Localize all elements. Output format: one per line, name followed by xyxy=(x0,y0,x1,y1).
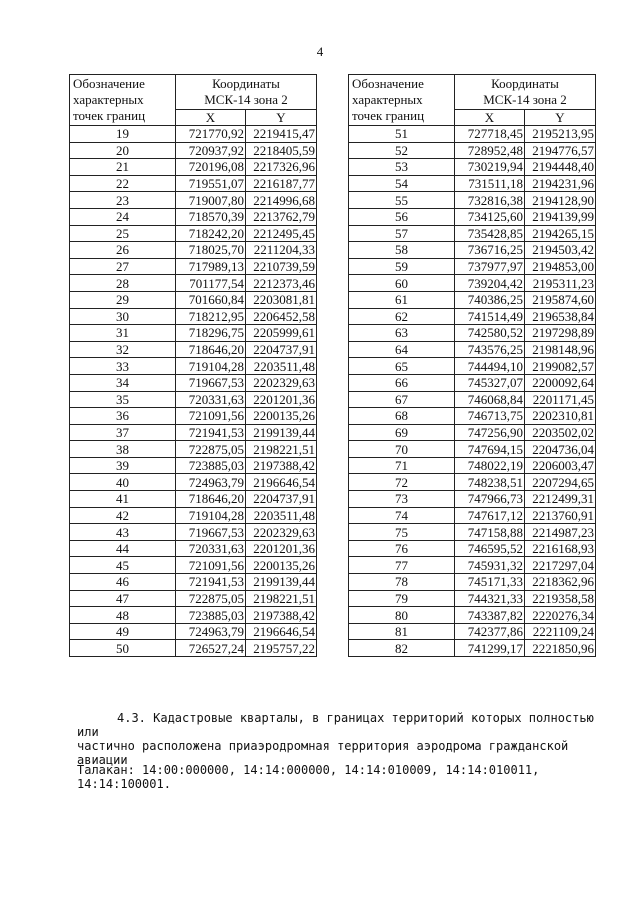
y-coordinate-cell: 2212495,45 xyxy=(246,225,317,242)
table-body xyxy=(349,126,596,657)
table-row xyxy=(349,275,596,292)
x-coordinate-cell: 742377,86 xyxy=(455,623,525,640)
table-row xyxy=(349,524,596,541)
table-row xyxy=(70,175,317,192)
point-label-line: точек границ xyxy=(352,108,425,123)
y-coordinate-cell: 2197388,42 xyxy=(246,607,317,624)
coord-label-line: МСК-14 зона 2 xyxy=(204,92,288,108)
point-number-cell: 55 xyxy=(349,192,455,209)
x-coordinate-cell: 732816,38 xyxy=(455,192,525,209)
y-coordinate-cell: 2202329,63 xyxy=(246,524,317,541)
point-number-cell: 38 xyxy=(70,441,176,458)
x-coordinate-cell: 745171,33 xyxy=(455,574,525,591)
table-row xyxy=(349,408,596,425)
x-coordinate-cell: 721091,56 xyxy=(176,408,246,425)
point-number-cell: 62 xyxy=(349,308,455,325)
y-coordinate-cell: 2218405,59 xyxy=(246,142,317,159)
table-row xyxy=(349,208,596,225)
table-row xyxy=(70,159,317,176)
table-row xyxy=(70,341,317,358)
point-number-cell: 81 xyxy=(349,623,455,640)
table-row xyxy=(70,192,317,209)
table-row xyxy=(70,507,317,524)
table-row xyxy=(349,574,596,591)
x-coordinate-cell: 747966,73 xyxy=(455,491,525,508)
point-number-cell: 34 xyxy=(70,374,176,391)
y-header: Y xyxy=(246,110,317,126)
x-coordinate-cell: 743576,25 xyxy=(455,341,525,358)
x-coordinate-cell: 718025,70 xyxy=(176,242,246,259)
x-coordinate-cell: 720196,08 xyxy=(176,159,246,176)
y-coordinate-cell: 2199139,44 xyxy=(246,424,317,441)
table-row xyxy=(70,325,317,342)
table-row xyxy=(349,308,596,325)
table-row xyxy=(70,640,317,657)
y-coordinate-cell: 2217297,04 xyxy=(525,557,596,574)
point-number-cell: 33 xyxy=(70,358,176,375)
table-row xyxy=(70,557,317,574)
table-row xyxy=(70,358,317,375)
table-row xyxy=(349,325,596,342)
x-coordinate-cell: 719104,28 xyxy=(176,358,246,375)
point-number-cell: 65 xyxy=(349,358,455,375)
coordinates-table-right xyxy=(348,74,596,657)
y-coordinate-cell: 2216168,93 xyxy=(525,540,596,557)
x-coordinate-cell: 747158,88 xyxy=(455,524,525,541)
table-row xyxy=(70,126,317,143)
x-coordinate-cell: 745327,07 xyxy=(455,374,525,391)
x-coordinate-cell: 744321,33 xyxy=(455,590,525,607)
y-coordinate-cell: 2202329,63 xyxy=(246,374,317,391)
x-coordinate-cell: 721091,56 xyxy=(176,557,246,574)
point-number-cell: 40 xyxy=(70,474,176,491)
point-number-cell: 44 xyxy=(70,540,176,557)
x-coordinate-cell: 739204,42 xyxy=(455,275,525,292)
y-coordinate-cell: 2206452,58 xyxy=(246,308,317,325)
x-coordinate-cell: 718242,20 xyxy=(176,225,246,242)
paragraph-line: Талакан: 14:00:000000, 14:14:000000, 14:14:010009, 14:14:010011, 14:14:100001. xyxy=(77,763,540,791)
x-coordinate-cell: 740386,25 xyxy=(455,291,525,308)
y-coordinate-cell: 2200135,26 xyxy=(246,408,317,425)
x-coordinate-cell: 720937,92 xyxy=(176,142,246,159)
point-number-cell: 46 xyxy=(70,574,176,591)
coord-header xyxy=(455,75,596,110)
table-row xyxy=(70,590,317,607)
y-coordinate-cell: 2195874,60 xyxy=(525,291,596,308)
table-row xyxy=(349,291,596,308)
y-coordinate-cell: 2198148,96 xyxy=(525,341,596,358)
table-row xyxy=(349,242,596,259)
table-row xyxy=(349,142,596,159)
point-number-cell: 50 xyxy=(70,640,176,657)
point-number-cell: 28 xyxy=(70,275,176,292)
y-coordinate-cell: 2214987,23 xyxy=(525,524,596,541)
coord-header xyxy=(176,75,317,110)
y-coordinate-cell: 2201201,36 xyxy=(246,391,317,408)
point-number-cell: 57 xyxy=(349,225,455,242)
y-coordinate-cell: 2194265,15 xyxy=(525,225,596,242)
table-row xyxy=(70,524,317,541)
x-coordinate-cell: 746595,52 xyxy=(455,540,525,557)
x-coordinate-cell: 746713,75 xyxy=(455,408,525,425)
point-number-cell: 75 xyxy=(349,524,455,541)
y-coordinate-cell: 2201201,36 xyxy=(246,540,317,557)
point-number-cell: 51 xyxy=(349,126,455,143)
y-coordinate-cell: 2203511,48 xyxy=(246,507,317,524)
table-row xyxy=(349,557,596,574)
table-row xyxy=(70,391,317,408)
y-coordinate-cell: 2194139,99 xyxy=(525,208,596,225)
x-coordinate-cell: 736716,25 xyxy=(455,242,525,259)
y-coordinate-cell: 2216187,77 xyxy=(246,175,317,192)
table-row xyxy=(70,258,317,275)
x-coordinate-cell: 718296,75 xyxy=(176,325,246,342)
table-row xyxy=(349,640,596,657)
x-header: X xyxy=(455,110,525,126)
x-coordinate-cell: 719551,07 xyxy=(176,175,246,192)
point-number-cell: 56 xyxy=(349,208,455,225)
y-coordinate-cell: 2194128,90 xyxy=(525,192,596,209)
paragraph-line: частично расположена приаэродромная территория аэродрома гражданской авиации xyxy=(77,739,569,767)
y-coordinate-cell: 2220276,34 xyxy=(525,607,596,624)
x-coordinate-cell: 721770,92 xyxy=(176,126,246,143)
table-row xyxy=(349,175,596,192)
point-number-cell: 35 xyxy=(70,391,176,408)
point-number-cell: 30 xyxy=(70,308,176,325)
table-row xyxy=(349,607,596,624)
x-coordinate-cell: 718646,20 xyxy=(176,341,246,358)
point-label-header xyxy=(70,75,176,126)
coord-label-line: МСК-14 зона 2 xyxy=(483,92,567,108)
x-coordinate-cell: 723885,03 xyxy=(176,607,246,624)
x-coordinate-cell: 724963,79 xyxy=(176,474,246,491)
point-number-cell: 74 xyxy=(349,507,455,524)
x-coordinate-cell: 718570,39 xyxy=(176,208,246,225)
point-number-cell: 22 xyxy=(70,175,176,192)
point-number-cell: 45 xyxy=(70,557,176,574)
table-row xyxy=(349,258,596,275)
y-coordinate-cell: 2198221,51 xyxy=(246,441,317,458)
table-row xyxy=(349,424,596,441)
point-number-cell: 23 xyxy=(70,192,176,209)
table-row xyxy=(70,457,317,474)
point-number-cell: 29 xyxy=(70,291,176,308)
table-row xyxy=(349,441,596,458)
table-row xyxy=(349,358,596,375)
y-coordinate-cell: 2207294,65 xyxy=(525,474,596,491)
point-number-cell: 43 xyxy=(70,524,176,541)
x-coordinate-cell: 721941,53 xyxy=(176,574,246,591)
point-number-cell: 58 xyxy=(349,242,455,259)
point-label-line: Обозначение xyxy=(352,76,424,91)
point-number-cell: 26 xyxy=(70,242,176,259)
table-row xyxy=(70,242,317,259)
table-row xyxy=(70,408,317,425)
x-coordinate-cell: 727718,45 xyxy=(455,126,525,143)
point-number-cell: 32 xyxy=(70,341,176,358)
point-number-cell: 24 xyxy=(70,208,176,225)
x-coordinate-cell: 728952,48 xyxy=(455,142,525,159)
point-number-cell: 68 xyxy=(349,408,455,425)
table-row xyxy=(349,590,596,607)
table-body xyxy=(70,126,317,657)
table-row xyxy=(349,457,596,474)
table-row xyxy=(349,491,596,508)
x-coordinate-cell: 737977,97 xyxy=(455,258,525,275)
point-number-cell: 41 xyxy=(70,491,176,508)
point-number-cell: 70 xyxy=(349,441,455,458)
y-coordinate-cell: 2203081,81 xyxy=(246,291,317,308)
x-header: X xyxy=(176,110,246,126)
point-number-cell: 76 xyxy=(349,540,455,557)
x-coordinate-cell: 718212,95 xyxy=(176,308,246,325)
table-row xyxy=(349,341,596,358)
table-row xyxy=(70,291,317,308)
x-coordinate-cell: 741299,17 xyxy=(455,640,525,657)
y-coordinate-cell: 2219415,47 xyxy=(246,126,317,143)
y-coordinate-cell: 2221109,24 xyxy=(525,623,596,640)
x-coordinate-cell: 717989,13 xyxy=(176,258,246,275)
table-row xyxy=(70,142,317,159)
y-coordinate-cell: 2212499,31 xyxy=(525,491,596,508)
point-number-cell: 37 xyxy=(70,424,176,441)
paragraph-line: 4.3. Кадастровые кварталы, в границах территорий которых полностью или xyxy=(77,711,594,739)
y-coordinate-cell: 2204736,04 xyxy=(525,441,596,458)
point-number-cell: 54 xyxy=(349,175,455,192)
point-number-cell: 80 xyxy=(349,607,455,624)
point-number-cell: 73 xyxy=(349,491,455,508)
y-coordinate-cell: 2212373,46 xyxy=(246,275,317,292)
table-row xyxy=(349,159,596,176)
point-number-cell: 21 xyxy=(70,159,176,176)
x-coordinate-cell: 726527,24 xyxy=(176,640,246,657)
point-number-cell: 72 xyxy=(349,474,455,491)
y-coordinate-cell: 2194853,00 xyxy=(525,258,596,275)
coord-label-line: Координаты xyxy=(491,76,559,92)
y-coordinate-cell: 2197388,42 xyxy=(246,457,317,474)
point-label-header xyxy=(349,75,455,126)
table-row xyxy=(349,474,596,491)
table-row xyxy=(70,491,317,508)
table-row xyxy=(349,126,596,143)
x-coordinate-cell: 734125,60 xyxy=(455,208,525,225)
point-label-line: точек границ xyxy=(73,108,146,123)
x-coordinate-cell: 748238,51 xyxy=(455,474,525,491)
x-coordinate-cell: 719667,53 xyxy=(176,524,246,541)
point-label-line: характерных xyxy=(352,92,423,107)
point-number-cell: 49 xyxy=(70,623,176,640)
y-coordinate-cell: 2196538,84 xyxy=(525,308,596,325)
table-row xyxy=(70,623,317,640)
table-row xyxy=(70,607,317,624)
table-row xyxy=(349,391,596,408)
x-coordinate-cell: 744494,10 xyxy=(455,358,525,375)
table-row xyxy=(70,474,317,491)
x-coordinate-cell: 745931,32 xyxy=(455,557,525,574)
table-row xyxy=(70,225,317,242)
y-coordinate-cell: 2205999,61 xyxy=(246,325,317,342)
y-coordinate-cell: 2197298,89 xyxy=(525,325,596,342)
table-row xyxy=(349,225,596,242)
y-coordinate-cell: 2200092,64 xyxy=(525,374,596,391)
y-coordinate-cell: 2194448,40 xyxy=(525,159,596,176)
table-row xyxy=(70,441,317,458)
table-row xyxy=(70,540,317,557)
y-header: Y xyxy=(525,110,596,126)
y-coordinate-cell: 2200135,26 xyxy=(246,557,317,574)
y-coordinate-cell: 2203502,02 xyxy=(525,424,596,441)
x-coordinate-cell: 743387,82 xyxy=(455,607,525,624)
x-coordinate-cell: 719667,53 xyxy=(176,374,246,391)
point-number-cell: 79 xyxy=(349,590,455,607)
y-coordinate-cell: 2198221,51 xyxy=(246,590,317,607)
x-coordinate-cell: 731511,18 xyxy=(455,175,525,192)
point-number-cell: 59 xyxy=(349,258,455,275)
x-coordinate-cell: 720331,63 xyxy=(176,540,246,557)
y-coordinate-cell: 2211204,33 xyxy=(246,242,317,259)
point-number-cell: 31 xyxy=(70,325,176,342)
y-coordinate-cell: 2196646,54 xyxy=(246,623,317,640)
y-coordinate-cell: 2201171,45 xyxy=(525,391,596,408)
point-number-cell: 47 xyxy=(70,590,176,607)
point-number-cell: 69 xyxy=(349,424,455,441)
x-coordinate-cell: 735428,85 xyxy=(455,225,525,242)
y-coordinate-cell: 2213760,91 xyxy=(525,507,596,524)
y-coordinate-cell: 2195213,95 xyxy=(525,126,596,143)
point-number-cell: 42 xyxy=(70,507,176,524)
coordinates-table-left xyxy=(69,74,317,657)
table-row xyxy=(349,374,596,391)
coord-label-line: Координаты xyxy=(212,76,280,92)
table-row xyxy=(349,507,596,524)
point-number-cell: 66 xyxy=(349,374,455,391)
y-coordinate-cell: 2213762,79 xyxy=(246,208,317,225)
x-coordinate-cell: 747256,90 xyxy=(455,424,525,441)
point-number-cell: 64 xyxy=(349,341,455,358)
point-number-cell: 61 xyxy=(349,291,455,308)
table-row xyxy=(70,275,317,292)
point-number-cell: 19 xyxy=(70,126,176,143)
point-number-cell: 77 xyxy=(349,557,455,574)
y-coordinate-cell: 2199139,44 xyxy=(246,574,317,591)
x-coordinate-cell: 720331,63 xyxy=(176,391,246,408)
y-coordinate-cell: 2195757,22 xyxy=(246,640,317,657)
point-label-line: Обозначение xyxy=(73,76,145,91)
y-coordinate-cell: 2210739,59 xyxy=(246,258,317,275)
table-row xyxy=(349,623,596,640)
x-coordinate-cell: 746068,84 xyxy=(455,391,525,408)
x-coordinate-cell: 741514,49 xyxy=(455,308,525,325)
point-number-cell: 63 xyxy=(349,325,455,342)
point-number-cell: 39 xyxy=(70,457,176,474)
y-coordinate-cell: 2217326,96 xyxy=(246,159,317,176)
y-coordinate-cell: 2195311,23 xyxy=(525,275,596,292)
x-coordinate-cell: 701177,54 xyxy=(176,275,246,292)
table-row xyxy=(349,540,596,557)
x-coordinate-cell: 719007,80 xyxy=(176,192,246,209)
x-coordinate-cell: 748022,19 xyxy=(455,457,525,474)
table-row xyxy=(70,208,317,225)
x-coordinate-cell: 723885,03 xyxy=(176,457,246,474)
page-number: 4 xyxy=(316,44,324,59)
point-number-cell: 48 xyxy=(70,607,176,624)
y-coordinate-cell: 2199082,57 xyxy=(525,358,596,375)
table-row xyxy=(70,424,317,441)
y-coordinate-cell: 2221850,96 xyxy=(525,640,596,657)
table-row xyxy=(70,574,317,591)
point-number-cell: 20 xyxy=(70,142,176,159)
point-number-cell: 60 xyxy=(349,275,455,292)
x-coordinate-cell: 718646,20 xyxy=(176,491,246,508)
point-number-cell: 25 xyxy=(70,225,176,242)
x-coordinate-cell: 724963,79 xyxy=(176,623,246,640)
point-number-cell: 71 xyxy=(349,457,455,474)
y-coordinate-cell: 2203511,48 xyxy=(246,358,317,375)
point-number-cell: 78 xyxy=(349,574,455,591)
x-coordinate-cell: 742580,52 xyxy=(455,325,525,342)
point-number-cell: 67 xyxy=(349,391,455,408)
x-coordinate-cell: 747617,12 xyxy=(455,507,525,524)
y-coordinate-cell: 2202310,81 xyxy=(525,408,596,425)
x-coordinate-cell: 701660,84 xyxy=(176,291,246,308)
y-coordinate-cell: 2218362,96 xyxy=(525,574,596,591)
x-coordinate-cell: 747694,15 xyxy=(455,441,525,458)
point-number-cell: 27 xyxy=(70,258,176,275)
y-coordinate-cell: 2194231,96 xyxy=(525,175,596,192)
table-row xyxy=(70,308,317,325)
y-coordinate-cell: 2194776,57 xyxy=(525,142,596,159)
y-coordinate-cell: 2196646,54 xyxy=(246,474,317,491)
table-row xyxy=(349,192,596,209)
x-coordinate-cell: 721941,53 xyxy=(176,424,246,441)
x-coordinate-cell: 722875,05 xyxy=(176,590,246,607)
x-coordinate-cell: 719104,28 xyxy=(176,507,246,524)
x-coordinate-cell: 730219,94 xyxy=(455,159,525,176)
point-label-line: характерных xyxy=(73,92,144,107)
y-coordinate-cell: 2219358,58 xyxy=(525,590,596,607)
point-number-cell: 82 xyxy=(349,640,455,657)
y-coordinate-cell: 2206003,47 xyxy=(525,457,596,474)
y-coordinate-cell: 2204737,91 xyxy=(246,341,317,358)
point-number-cell: 36 xyxy=(70,408,176,425)
point-number-cell: 53 xyxy=(349,159,455,176)
y-coordinate-cell: 2194503,42 xyxy=(525,242,596,259)
point-number-cell: 52 xyxy=(349,142,455,159)
y-coordinate-cell: 2204737,91 xyxy=(246,491,317,508)
table-row xyxy=(70,374,317,391)
y-coordinate-cell: 2214996,68 xyxy=(246,192,317,209)
x-coordinate-cell: 722875,05 xyxy=(176,441,246,458)
